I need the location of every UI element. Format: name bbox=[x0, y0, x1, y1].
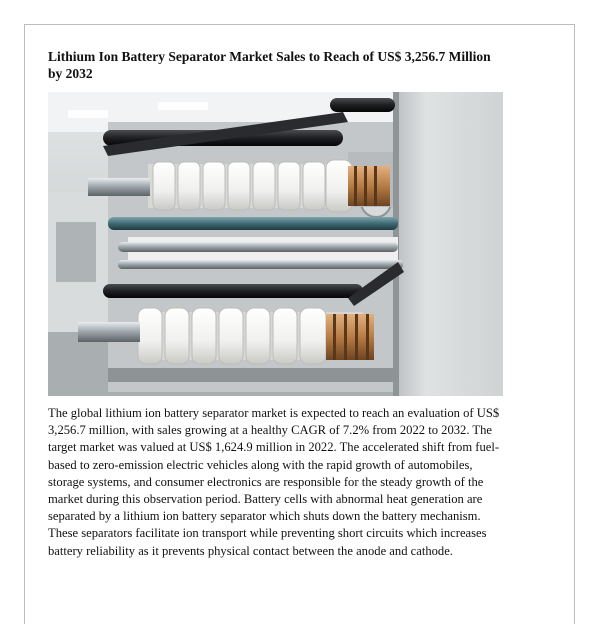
document-body-paragraph: The global lithium ion battery separator market is expected to reach an evaluation of US$ 3,256.7 million, with sales growing at a healthy CAGR of 7.2% from 2022 to 2032. The target market was valued at US$ 1,624.9 million in 2022. The accelerated shift from fuel-based to zero-emission electric vehicles along with the rapid growth of automobiles, storage systems, and consumer electronics are responsible for the steady growth of the market during this observation period. Battery cells with abnormal heat generation are separated by a lithium ion battery separator which shuts down the battery mechanism. These separators facilitate ion transport while preventing short circuits which increases battery reliability as it prevents physical contact between the anode and cathode. bbox=[48, 406, 500, 558]
document-title: Lithium Ion Battery Separator Market Sales to Reach of US$ 3,256.7 Million by 2032 bbox=[48, 49, 491, 81]
battery-separator-machine-photo bbox=[48, 92, 503, 396]
